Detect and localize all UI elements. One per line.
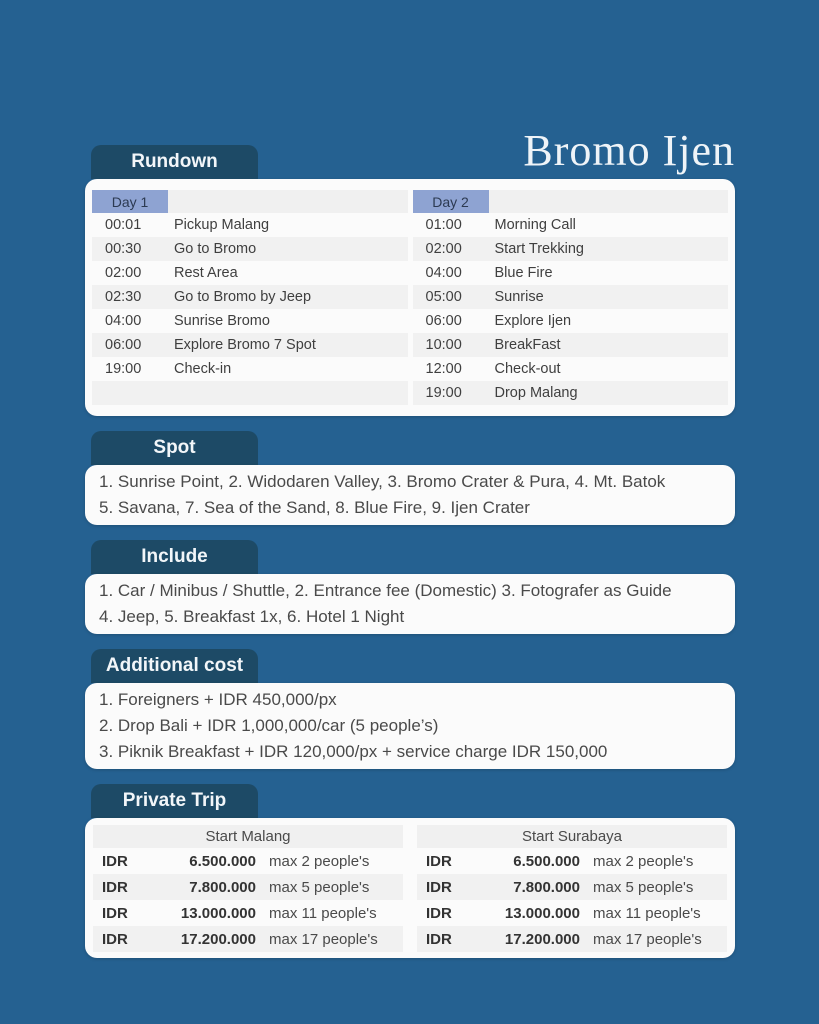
capacity-label: max 17 people's (269, 930, 378, 948)
capacity-label: max 2 people's (269, 852, 370, 870)
private-trip-card (85, 818, 735, 958)
schedule-row-empty (92, 381, 408, 405)
schedule-activity: Check-out (494, 361, 561, 377)
capacity-label: max 5 people's (593, 878, 694, 896)
schedule-time: 01:00 (425, 217, 462, 233)
price-cell (93, 900, 403, 926)
currency-label: IDR (426, 930, 452, 948)
schedule-row (92, 261, 408, 285)
include-line: 4. Jeep, 5. Breakfast 1x, 6. Hotel 1 Night (99, 607, 405, 626)
schedule-time: 02:30 (105, 289, 142, 305)
schedule-activity: Blue Fire (494, 265, 553, 281)
schedule-row (92, 213, 408, 237)
capacity-label: max 2 people's (593, 852, 694, 870)
schedule-row (413, 357, 729, 381)
price-value: 6.500.000 (513, 852, 580, 870)
currency-label: IDR (102, 878, 128, 896)
schedule-activity: Sunrise Bromo (174, 313, 270, 329)
schedule-activity: Explore Ijen (494, 313, 572, 329)
additional-cost-line: 3. Piknik Breakfast + IDR 120,000/px + service charge IDR 150,000 (99, 742, 608, 761)
header-row (85, 0, 735, 179)
schedule-time: 19:00 (105, 361, 142, 377)
price-value: 6.500.000 (189, 852, 256, 870)
include-card (85, 574, 735, 634)
price-row (93, 874, 727, 900)
price-row (93, 848, 727, 874)
schedule-row (92, 309, 408, 333)
day2-column (413, 190, 729, 405)
currency-label: IDR (426, 878, 452, 896)
schedule-time: 02:00 (105, 265, 142, 281)
tab-include: Include (91, 540, 258, 574)
schedule-activity: Drop Malang (494, 385, 578, 401)
currency-label: IDR (102, 930, 128, 948)
price-row (93, 900, 727, 926)
day2-chip: Day 2 (413, 190, 489, 213)
currency-label: IDR (426, 904, 452, 922)
column-header-start-malang: Start Malang (93, 825, 403, 848)
capacity-label: max 11 people's (269, 904, 377, 922)
schedule-activity: Morning Call (494, 217, 576, 233)
schedule-time: 06:00 (425, 313, 462, 329)
schedule-activity: Sunrise (494, 289, 544, 305)
schedule-row (92, 357, 408, 381)
schedule-row (92, 333, 408, 357)
schedule-row (92, 237, 408, 261)
price-cell (417, 926, 727, 952)
schedule-activity: Check-in (174, 361, 232, 377)
schedule-row (413, 213, 729, 237)
currency-label: IDR (102, 852, 128, 870)
schedule-time: 12:00 (425, 361, 462, 377)
day2-header-row (413, 190, 729, 213)
currency-label: IDR (102, 904, 128, 922)
schedule-time: 06:00 (105, 337, 142, 353)
schedule-activity: Pickup Malang (174, 217, 270, 233)
schedule-time: 02:00 (425, 241, 462, 257)
price-cell (417, 900, 727, 926)
price-value: 17.200.000 (504, 930, 580, 948)
schedule-activity: Explore Bromo 7 Spot (174, 337, 316, 353)
spot-line: 5. Savana, 7. Sea of the Sand, 8. Blue Fire, 9. Ijen Crater (99, 498, 530, 517)
price-value: 7.800.000 (513, 878, 580, 896)
price-cell (417, 874, 727, 900)
schedule-row (413, 309, 729, 333)
rundown-card (85, 179, 735, 416)
tab-spot: Spot (91, 431, 258, 465)
price-value: 7.800.000 (189, 878, 256, 896)
schedule-row (413, 285, 729, 309)
schedule-activity: Rest Area (174, 265, 238, 281)
schedule-time: 05:00 (425, 289, 462, 305)
additional-cost-line: 2. Drop Bali + IDR 1,000,000/car (5 people’s) (99, 716, 439, 735)
tab-private-trip: Private Trip (91, 784, 258, 818)
tab-additional-cost: Additional cost (91, 649, 258, 683)
price-value: 13.000.000 (504, 904, 580, 922)
day1-header-row (92, 190, 408, 213)
column-header-start-surabaya: Start Surabaya (417, 825, 727, 848)
spot-card (85, 465, 735, 525)
schedule-time: 10:00 (425, 337, 462, 353)
schedule-row (413, 333, 729, 357)
capacity-label: max 17 people's (593, 930, 702, 948)
price-row (93, 926, 727, 952)
schedule-row (413, 381, 729, 405)
schedule-time: 00:30 (105, 241, 142, 257)
price-cell (417, 848, 727, 874)
day1-chip: Day 1 (92, 190, 168, 213)
additional-cost-card (85, 683, 735, 769)
price-value: 13.000.000 (180, 904, 256, 922)
schedule-row (92, 285, 408, 309)
price-cell (93, 874, 403, 900)
additional-cost-line: 1. Foreigners + IDR 450,000/px (99, 690, 337, 709)
schedule-time: 00:01 (105, 217, 142, 233)
currency-label: IDR (426, 852, 452, 870)
private-trip-header-row (93, 825, 727, 848)
schedule-row (413, 261, 729, 285)
capacity-label: max 11 people's (593, 904, 701, 922)
schedule-activity: BreakFast (494, 337, 561, 353)
day1-column (92, 190, 408, 405)
schedule-time: 04:00 (105, 313, 142, 329)
schedule-activity: Go to Bromo (174, 241, 257, 257)
schedule-time: 04:00 (425, 265, 462, 281)
spot-line: 1. Sunrise Point, 2. Widodaren Valley, 3. Bromo Crater & Pura, 4. Mt. Batok (99, 472, 666, 491)
schedule-activity: Start Trekking (494, 241, 584, 257)
price-cell (93, 926, 403, 952)
rundown-columns (92, 190, 728, 405)
tab-rundown: Rundown (91, 145, 258, 179)
schedule-row (413, 237, 729, 261)
poster-title: Bromo Ijen (523, 126, 735, 175)
price-value: 17.200.000 (180, 930, 256, 948)
include-line: 1. Car / Minibus / Shuttle, 2. Entrance fee (Domestic) 3. Fotografer as Guide (99, 581, 672, 600)
capacity-label: max 5 people's (269, 878, 370, 896)
schedule-time: 19:00 (425, 385, 462, 401)
price-cell (93, 848, 403, 874)
schedule-activity: Go to Bromo by Jeep (174, 289, 312, 305)
